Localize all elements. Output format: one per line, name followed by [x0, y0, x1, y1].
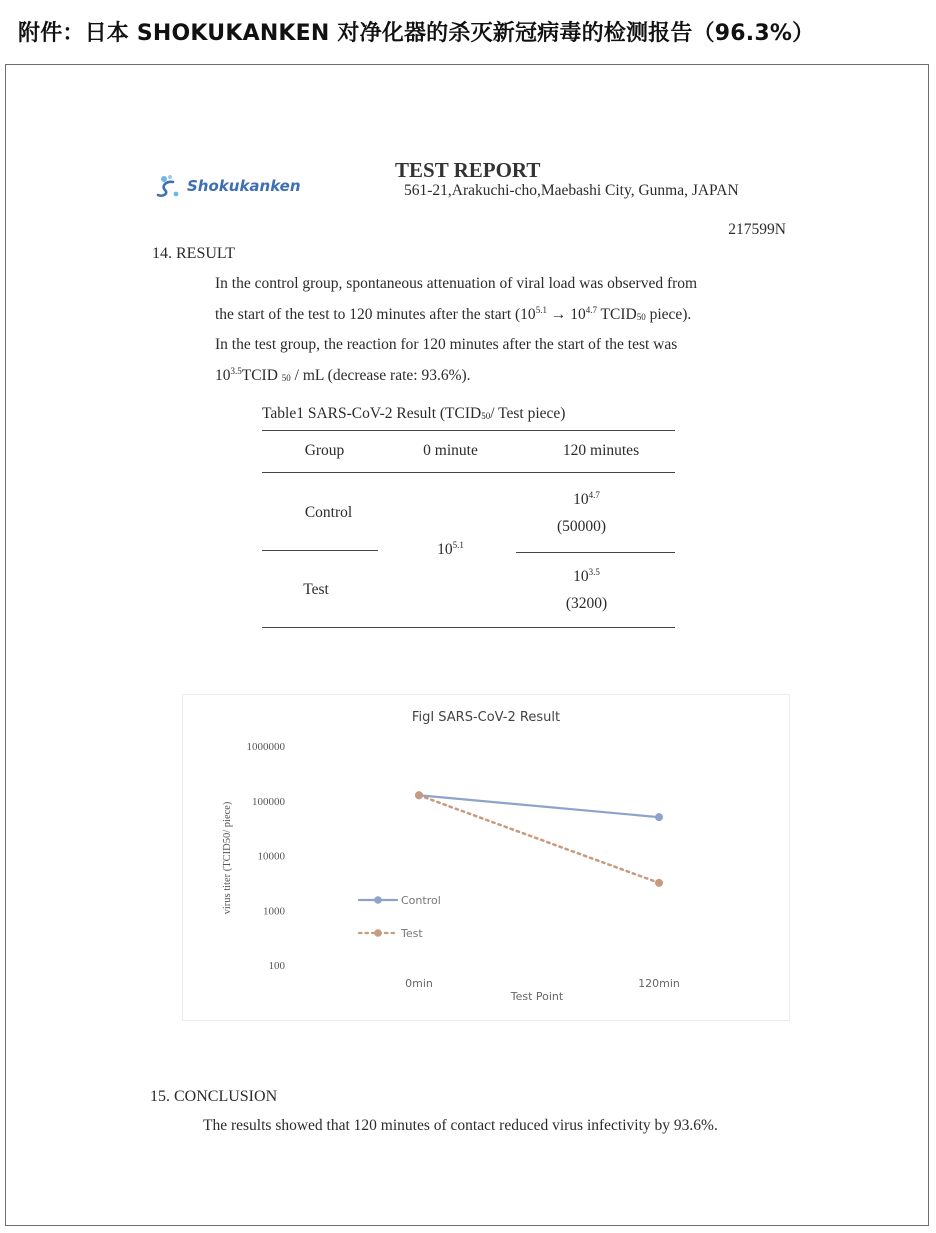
logo-text: Shokukanken [187, 177, 301, 195]
x-tick-label: 0min [405, 977, 433, 990]
result-line-4: $10^{3.5}TCID$ $_{50}$ / mL (decrease rate: 93.6%). [215, 366, 471, 384]
table-shared-0min-value: $10^{5.1}$ [437, 540, 464, 558]
series-line-test [419, 795, 659, 883]
logo-mark-icon [156, 173, 182, 199]
company-address: 561-21,Arakuchi-cho,Maebashi City, Gunma, JAPAN [404, 182, 739, 199]
table-top-rule [262, 430, 675, 431]
result-chart-svg [183, 695, 789, 1020]
y-tick-label: 1000000 [246, 741, 285, 753]
y-tick-label: 100000 [252, 795, 285, 808]
table-row-test-group: Test [303, 581, 329, 598]
table-row-test-count: (3200) [565, 595, 608, 612]
table-row-control-count: (50000) [556, 518, 607, 535]
page-heading: 附件：日本 SHOKUKANKEN 对净化器的杀灭新冠病毒的检测报告（96.3%） [18, 21, 815, 46]
y-tick-label: 1000 [263, 905, 285, 918]
series-line-control [419, 795, 659, 817]
conclusion-text: The results showed that 120 minutes of contact reduced virus infectivity by 93.6%. [203, 1117, 718, 1134]
table-row-control-group: Control [304, 504, 353, 521]
x-axis-label: Test Point [510, 990, 564, 1003]
result-line-1: In the control group, spontaneous attenuation of viral load was observed from [215, 275, 698, 292]
table-header-group: Group [304, 442, 345, 459]
result-chart [182, 694, 790, 1021]
result-line-3: In the test group, the reaction for 120 minutes after the start of the test was [215, 336, 678, 353]
table-header-rule [262, 472, 675, 473]
table-row-control-value: $10^{4.7}$ [573, 490, 600, 508]
table-header-0min: 0 minute [423, 442, 478, 459]
y-axis-label: virus titer (TCID50/ piece) [222, 801, 233, 915]
table-mid-rule-right [516, 552, 675, 553]
x-tick-label: 120min [638, 977, 680, 990]
legend-marker-control [374, 896, 382, 904]
result-line-2: the start of the test to 120 minutes after the start ($10^{5.1} \to 10^{4.7}$ $TCID_{50}$ piece). [215, 305, 692, 323]
table-row-test-value: $10^{3.5}$ [573, 567, 600, 585]
report-number: 217599N [728, 221, 786, 238]
report-frame [5, 64, 929, 1226]
data-point-test-0min [415, 791, 423, 799]
result-heading: 14. RESULT [152, 245, 235, 262]
table-header-120min: 120 minutes [562, 442, 640, 459]
table-mid-rule-left [262, 550, 378, 551]
y-tick-label: 10000 [257, 850, 285, 863]
conclusion-heading: 15. CONCLUSION [150, 1088, 278, 1105]
report-title: TEST REPORT [395, 158, 541, 182]
data-point-control-120min [655, 813, 663, 821]
chart-title: FigI SARS-CoV-2 Result [411, 710, 561, 725]
legend-label-control: Control [401, 894, 441, 907]
table-bottom-rule [262, 627, 675, 628]
result-paragraph [215, 270, 795, 392]
legend-marker-test [374, 929, 382, 937]
legend-label-test: Test [401, 927, 423, 940]
table-caption: Table1 SARS-CoV-2 Result ($TCID_{50}/$ Test piece) [262, 405, 566, 422]
data-point-test-120min [655, 879, 663, 887]
y-tick-label: 100 [268, 960, 285, 972]
company-logo [156, 173, 301, 199]
